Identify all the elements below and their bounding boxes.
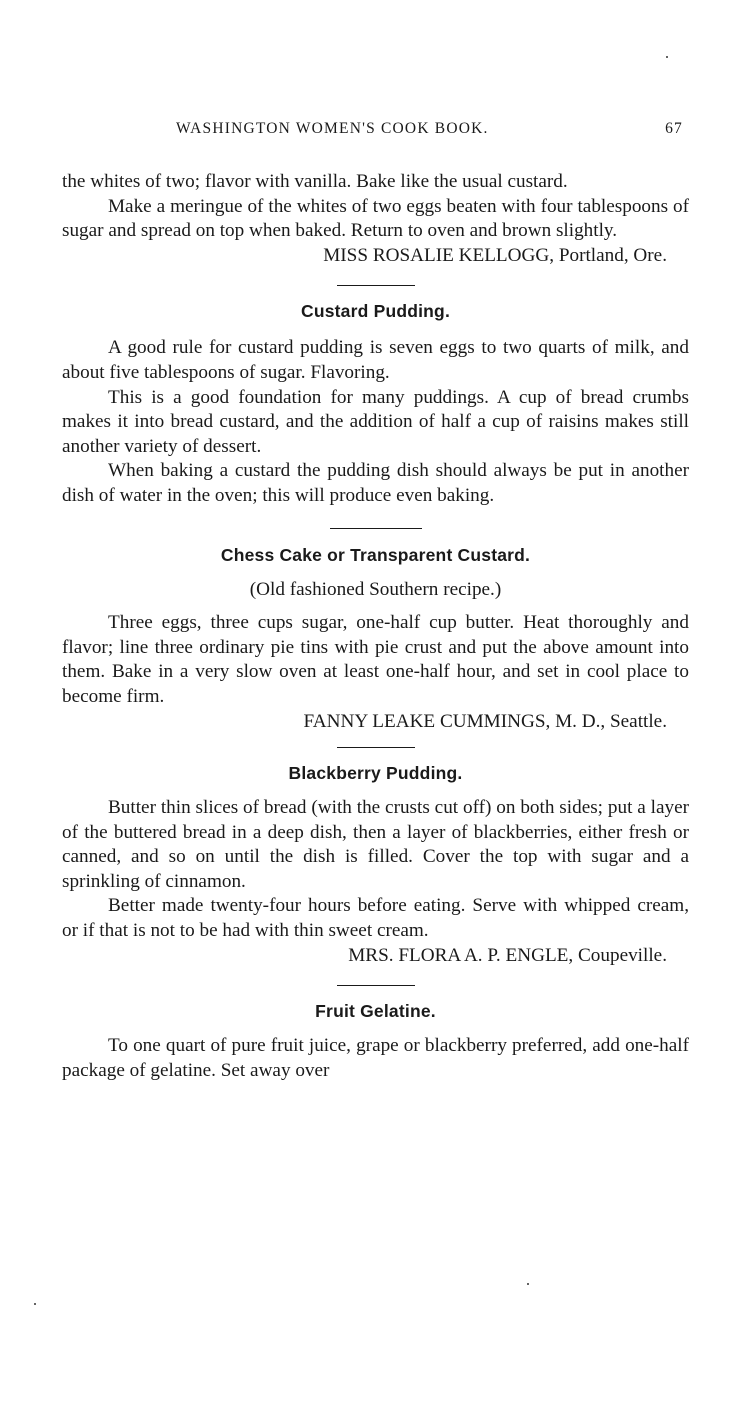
recipe-chess-cake: [62, 543, 689, 735]
section-divider: [337, 985, 415, 986]
speck: [666, 56, 668, 58]
running-head: [62, 120, 689, 144]
running-title: WASHINGTON WOMEN'S COOK BOOK.: [176, 120, 489, 137]
recipe-signature: MISS ROSALIE KELLOGG, Portland, Ore.: [323, 244, 667, 266]
recipe-title: Fruit Gelatine.: [315, 1001, 436, 1022]
paragraph: When baking a custard the pudding dish should always be put in another dish of water in the oven; this will produce even baking.: [62, 460, 689, 506]
page-body: [62, 170, 689, 1083]
recipe-custard-pudding: [62, 299, 689, 508]
paragraph: Butter thin slices of bread (with the crusts cut off) on both sides; put a layer of the buttered bread in a deep dish, then a layer of blackberries, either fresh or canned, and so on until the dish is filled. Cover the top with sugar and a sprinkling of cinnamon.: [62, 797, 689, 892]
recipe-title: Custard Pudding.: [300, 301, 451, 322]
paragraph: Better made twenty-four hours before eating. Serve with whipped cream, or if that is not to be had with thin sweet cream.: [62, 895, 689, 942]
speck: [34, 1303, 36, 1305]
continued-recipe: [62, 170, 689, 268]
section-divider: [330, 528, 422, 529]
recipe-title: Blackberry Pudding.: [288, 763, 463, 784]
paragraph: To one quart of pure fruit juice, grape or blackberry preferred, add one-half package of gelatine. Set away over: [62, 1035, 689, 1081]
recipe-subtitle: (Old fashioned Southern recipe.): [249, 578, 502, 600]
speck: [527, 1283, 529, 1285]
paragraph: Three eggs, three cups sugar, one-half cup butter. Heat thoroughly and flavor; line three ordinary pie tins with pie crust and put the above amount into them. Bake in a very slow oven at least one-half hour, and set in cool place to become firm.: [62, 612, 689, 707]
paragraph: Make a meringue of the whites of two eggs beaten with four tablespoons of sugar and spread on top when baked. Return to oven and brown slightly.: [62, 195, 689, 242]
recipe-title: Chess Cake or Transparent Custard.: [220, 544, 531, 565]
section-divider: [337, 747, 415, 748]
recipe-blackberry-pudding: [62, 761, 689, 968]
paragraph: A good rule for custard pudding is seven eggs to two quarts of milk, and about five tablespoons of sugar. Flavoring.: [62, 337, 689, 383]
recipe-signature: MRS. FLORA A. P. ENGLE, Coupeville.: [348, 944, 667, 966]
paragraph: This is a good foundation for many puddings. A cup of bread crumbs makes it into bread custard, and the addition of half a cup of raisins makes still another variety of dessert.: [62, 386, 689, 457]
recipe-signature: FANNY LEAKE CUMMINGS, M. D., Seattle.: [303, 710, 667, 732]
recipe-fruit-gelatine: [62, 999, 689, 1083]
paragraph: the whites of two; flavor with vanilla. Bake like the usual custard.: [62, 171, 568, 192]
section-divider: [337, 285, 415, 286]
page-number: 67: [665, 120, 683, 137]
